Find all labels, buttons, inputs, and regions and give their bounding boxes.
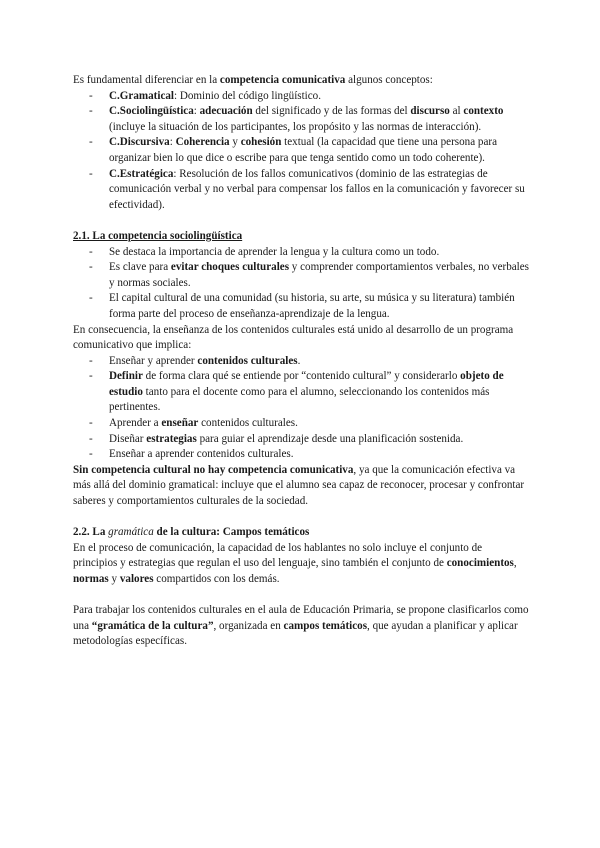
para-text: , [513,557,517,570]
bullet-text: Es clave para [109,261,171,274]
para-keyword: normas [73,573,109,585]
program-item: - Enseñar a aprender contenidos culturales. [73,447,529,463]
program-text: . [297,354,301,367]
concept-discursiva [73,135,529,166]
bullet-item: - Se destaca la importancia de aprender la lengua y la cultura como un todo. [73,245,529,261]
section-2-1-bullets [73,245,529,323]
program-text: contenidos culturales. [198,417,298,430]
concept-keyword: discurso [410,105,450,118]
concept-desc: : Dominio del código lingüístico. [174,89,321,102]
concept-text: : [193,105,200,118]
consequence-paragraph: En consecuencia, la enseñanza de los contenidos culturales está unido al desarrollo de un programa comunicativo que implica: [73,323,514,352]
bullet-item [73,260,529,291]
concept-keyword: adecuación [199,105,253,118]
para-keyword: valores [119,573,154,585]
program-keyword: estrategias [146,432,197,445]
concept-name: C.Sociolingüística [109,105,194,118]
document-body [73,73,529,650]
concept-desc: : Resolución de los fallos comunicativos (dominio de las estrategias de comunicación verbal y no verbal para compensar los fallos en la comunicación y favorecer su efectividad). [109,167,525,211]
program-item [73,369,529,416]
para-text: y [108,573,120,585]
concept-keyword: contexto [463,105,504,118]
bullet-text: y comprender comportamientos verbales, no verbales y normas sociales. [109,261,530,289]
concept-text: (incluye la situación de los participantes, los propósito y las normas de interacción). [109,120,482,133]
heading-part: de la cultura: Campos temáticos [153,526,310,539]
para-keyword: conocimientos [446,557,514,570]
program-item [73,432,529,448]
intro-keyword: competencia comunicativa [219,74,346,86]
concept-text: : [169,136,176,149]
heading-part: 2.2. La [73,526,109,539]
concept-text: y [229,136,241,149]
conclusion-text: , ya que la comunicación efectiva va más allá del dominio gramatical: incluye que el alumno sea capaz de reconocer, procesar y confrontar saberes y comportamientos culturales de la sociedad. [73,463,525,508]
program-list [73,354,529,463]
section-2-2-heading [73,525,529,541]
classification-paragraph [73,603,529,650]
concept-keyword: Coherencia [175,136,230,149]
conclusion-keyword: Sin competencia cultural no hay competencia comunicativa [73,463,354,476]
program-text: Aprender a [109,417,162,430]
conclusion-paragraph [73,463,529,510]
concept-name: C.Estratégica [109,167,174,180]
program-text: tanto para el docente como para el alumno, seleccionando los contenidos más pertinentes. [109,385,490,414]
intro-paragraph [73,73,529,89]
concept-text: del significado y de las formas del [252,105,411,118]
program-text: Enseñar y aprender [109,354,198,367]
program-keyword: enseñar [161,417,199,430]
concept-text: al [449,105,464,118]
concept-name: C.Discursiva [109,136,170,149]
communication-paragraph [73,541,529,588]
program-text: de forma clara qué se entiende por “contenido cultural” y considerarlo [142,370,461,383]
concept-text: textual (la capacidad que tiene una persona para organizar bien lo que dice o escribe para que tenga sentido como un todo coherente). [109,136,497,164]
para-text: En el proceso de comunicación, la capacidad de los hablantes no solo incluye el conjunto de principios y estrategias que regulan el uso del lenguaje, sino también el conjunto de [73,541,483,570]
program-keyword: contenidos culturales [197,354,298,367]
bullet-item: - El capital cultural de una comunidad (su historia, su arte, su música y su literatura) también forma parte del proceso de enseñanza-aprendizaje de la lengua. [73,291,529,322]
concept-gramatical [73,89,529,105]
program-keyword: objeto de estudio [109,370,504,398]
section-2-1-heading: 2.1. La competencia sociolingüística [73,229,243,242]
heading-italic: gramática [108,526,154,539]
para-keyword: campos temáticos [283,619,368,632]
bullet-keyword: evitar choques culturales [170,261,290,274]
concept-name: C.Gramatical [109,89,175,102]
para-text: Para trabajar los contenidos culturales en el aula de Educación Primaria, se propone clasificarlos como una [73,604,529,632]
para-text: compartidos con los demás. [153,573,280,585]
program-item [73,416,529,432]
para-text: , que ayudan a planificar y aplicar metodologías específicas. [73,619,518,648]
program-keyword: Definir [109,370,143,383]
para-keyword: “gramática de la cultura” [91,619,214,632]
intro-text: Es fundamental diferenciar en la [73,74,220,86]
program-item [73,354,529,370]
concept-sociolinguistica [73,104,529,135]
intro-text-end: algunos conceptos: [345,74,433,86]
concepts-list [73,89,529,214]
concept-estrategica [73,167,529,214]
concept-keyword: cohesión [240,136,282,149]
para-text: , organizada en [213,619,284,632]
program-text: para guiar el aprendizaje desde una planificación sostenida. [196,432,464,445]
program-text: Diseñar [109,432,147,445]
